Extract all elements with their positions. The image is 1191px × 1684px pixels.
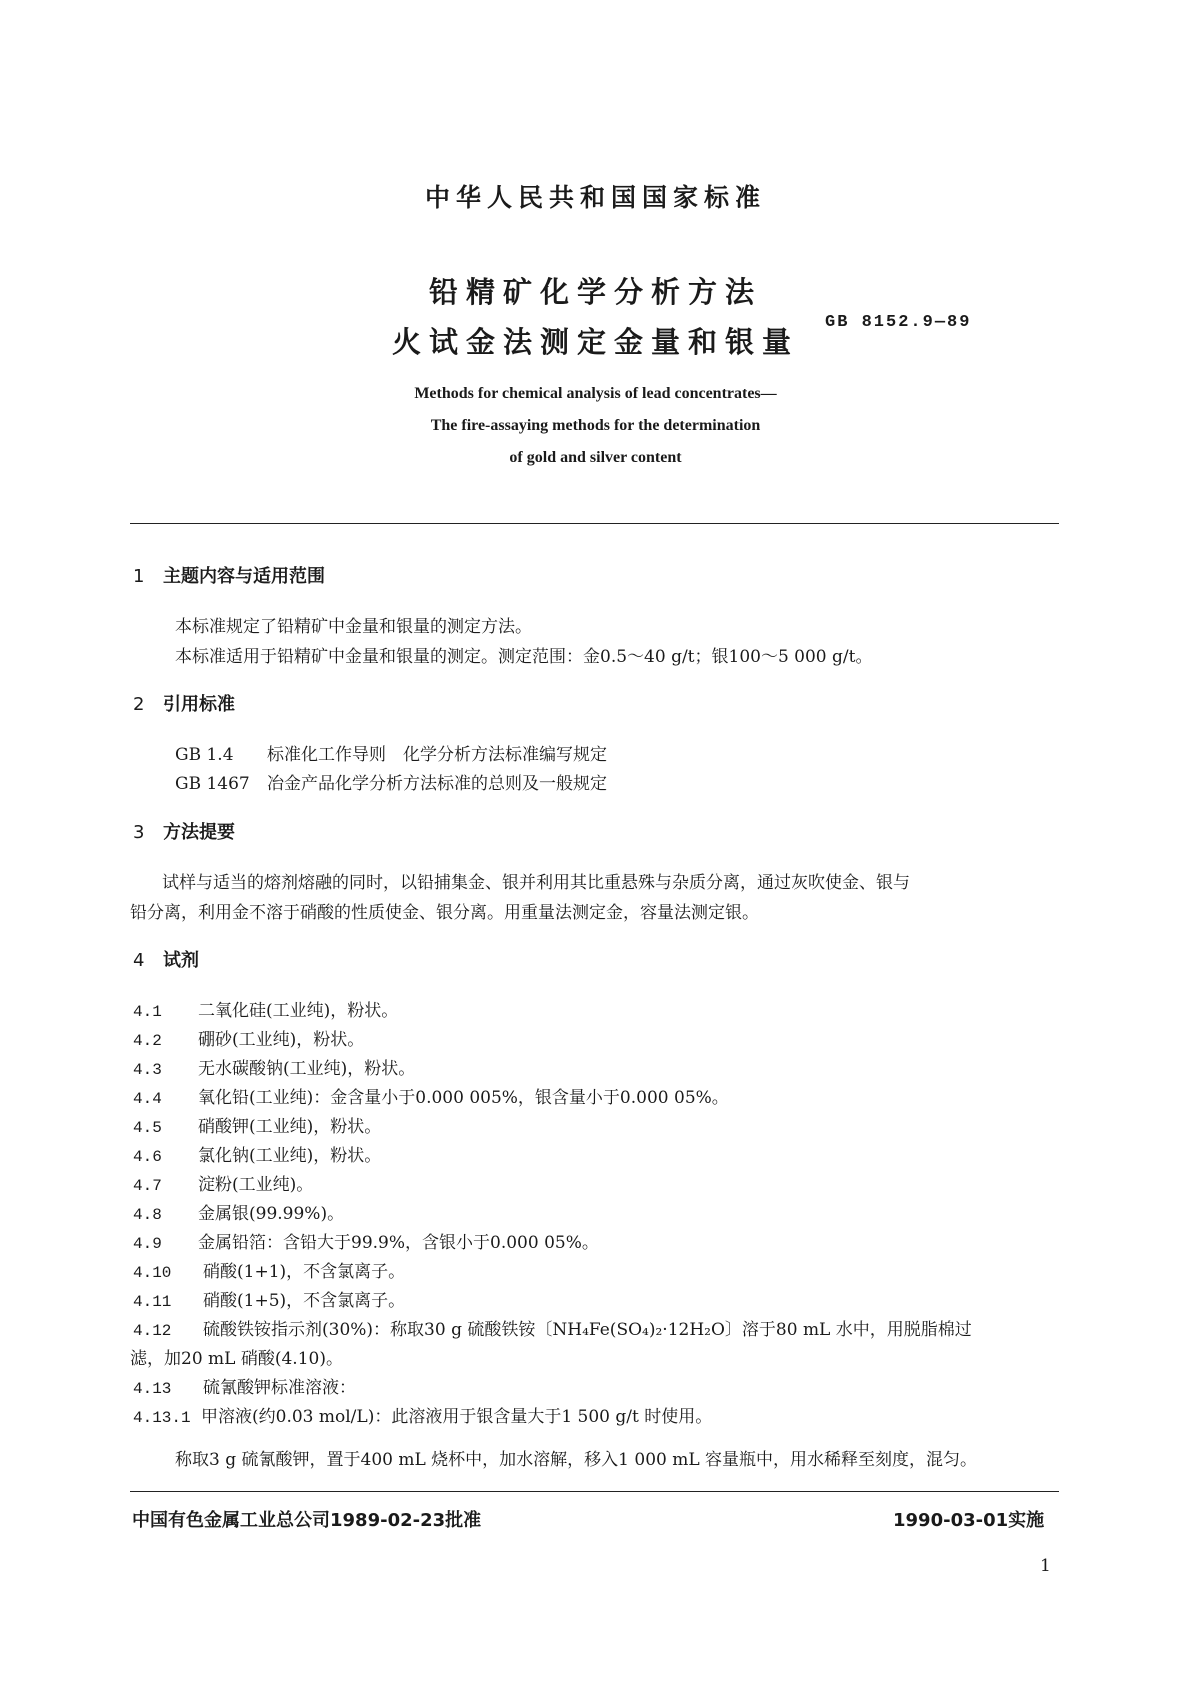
section-title: 试剂 [163, 950, 199, 971]
item-number: 4.5 [133, 1119, 162, 1137]
reagent-item [133, 1315, 972, 1340]
item-number: 4.8 [133, 1206, 162, 1224]
item-text: 二氧化硅(工业纯)，粉状。 [198, 1001, 399, 1021]
reagent-item-continuation [175, 1445, 977, 1470]
item-text: 硫酸铁铵指示剂(30%)：称取30 g 硫酸铁铵〔NH₄Fe(SO₄)₂·12H₂O〕溶于80 mL 水中，用脱脂棉过 [203, 1320, 972, 1340]
main-title-line1: 铅精矿化学分析方法 [428, 275, 762, 309]
page-number: 1 [1040, 1556, 1051, 1576]
reference-item [175, 740, 607, 765]
item-text: 金属银(99.99%)。 [198, 1204, 345, 1224]
english-title-line3: of gold and silver content [509, 449, 682, 466]
item-text: 硝酸(1+5)，不含氯离子。 [203, 1291, 406, 1311]
section-1-paragraph-1: 本标准规定了铅精矿中金量和银量的测定方法。 [175, 617, 532, 637]
item-number: 4.13.1 [133, 1409, 191, 1427]
reference-item [175, 769, 607, 794]
item-text: 硝酸钾(工业纯)，粉状。 [198, 1117, 382, 1137]
reagent-item-continuation [130, 1344, 343, 1369]
footer-divider [130, 1491, 1059, 1492]
section-title: 方法提要 [163, 822, 235, 843]
item-number: 4.4 [133, 1090, 162, 1108]
reagent-item [133, 996, 398, 1021]
section-number: 3 [133, 822, 145, 843]
item-number: 4.1 [133, 1003, 162, 1021]
item-number: 4.2 [133, 1032, 162, 1050]
reference-code: GB 1.4 [175, 745, 234, 765]
section-3-heading [133, 818, 235, 844]
reagent-item [133, 1112, 381, 1137]
item-text: 金属铅箔：含铅大于99.9%，含银小于0.000 05%。 [198, 1233, 599, 1253]
english-title-line1: Methods for chemical analysis of lead concentrates— [414, 385, 777, 402]
section-1-paragraph-2: 本标准适用于铅精矿中金量和银量的测定。测定范围：金0.5～40 g/t；银100～5 000 g/t。 [175, 647, 873, 667]
national-standard-title: 中华人民共和国国家标准 [424, 183, 766, 212]
english-title-line2: The fire-assaying methods for the determination [430, 417, 761, 434]
item-text: 淀粉(工业纯)。 [198, 1175, 314, 1195]
item-number: 4.7 [133, 1177, 162, 1195]
reagent-item [133, 1228, 599, 1253]
item-text: 硫氰酸钾标准溶液： [203, 1378, 356, 1398]
item-text: 无水碳酸钠(工业纯)，粉状。 [198, 1059, 416, 1079]
reagent-item [133, 1170, 313, 1195]
reagent-item [133, 1402, 712, 1427]
item-text: 氯化钠(工业纯)，粉状。 [198, 1146, 382, 1166]
effective-date: 1990-03-01实施 [893, 1510, 1045, 1531]
section-2-heading [133, 690, 235, 716]
main-title-line2: 火试金法测定金量和银量 [391, 325, 799, 359]
section-3-paragraph-line1: 试样与适当的熔剂熔融的同时，以铅捕集金、银并利用其比重悬殊与杂质分离，通过灰吹使金、银与 [162, 873, 910, 893]
item-text: 甲溶液(约0.03 mol/L)：此溶液用于银含量大于1 500 g/t 时使用。 [201, 1407, 713, 1427]
section-number: 2 [133, 694, 145, 715]
approval-note: 中国有色金属工业总公司1989-02-23批准 [132, 1510, 482, 1531]
item-number: 4.9 [133, 1235, 162, 1253]
reagent-item [133, 1286, 405, 1311]
section-3-paragraph-line2: 铅分离，利用金不溶于硝酸的性质使金、银分离。用重量法测定金，容量法测定银。 [130, 903, 759, 923]
section-number: 4 [133, 950, 145, 971]
section-4-heading [133, 946, 199, 972]
standard-number: GB 8152.9—89 [825, 313, 972, 332]
reference-text: 标准化工作导则 化学分析方法标准编写规定 [267, 745, 607, 765]
item-number: 4.10 [133, 1264, 172, 1282]
item-number: 4.12 [133, 1322, 172, 1340]
item-number: 4.13 [133, 1380, 172, 1398]
reference-code: GB 1467 [175, 774, 250, 794]
reagent-item [133, 1141, 381, 1166]
item-number: 4.3 [133, 1061, 162, 1079]
item-number: 4.11 [133, 1293, 172, 1311]
header-divider [130, 523, 1059, 524]
english-title [0, 378, 1191, 474]
item-text: 滤，加20 mL 硝酸(4.10)。 [130, 1349, 343, 1369]
reference-text: 冶金产品化学分析方法标准的总则及一般规定 [267, 774, 607, 794]
item-text: 氧化铅(工业纯)：金含量小于0.000 005%，银含量小于0.000 05%。 [198, 1088, 729, 1108]
item-text: 硼砂(工业纯)，粉状。 [198, 1030, 365, 1050]
reagent-item [133, 1025, 364, 1050]
reagent-item [133, 1373, 356, 1398]
section-title: 主题内容与适用范围 [163, 566, 325, 587]
section-1-heading [133, 562, 325, 588]
item-number: 4.6 [133, 1148, 162, 1166]
section-number: 1 [133, 566, 145, 587]
reagent-item [133, 1054, 415, 1079]
reagent-item [133, 1083, 729, 1108]
item-text: 称取3 g 硫氰酸钾，置于400 mL 烧杯中，加水溶解，移入1 000 mL 容量瓶中，用水稀释至刻度，混匀。 [175, 1450, 978, 1470]
section-title: 引用标准 [163, 694, 235, 715]
reagent-item [133, 1257, 405, 1282]
reagent-item [133, 1199, 344, 1224]
item-text: 硝酸(1+1)，不含氯离子。 [203, 1262, 406, 1282]
